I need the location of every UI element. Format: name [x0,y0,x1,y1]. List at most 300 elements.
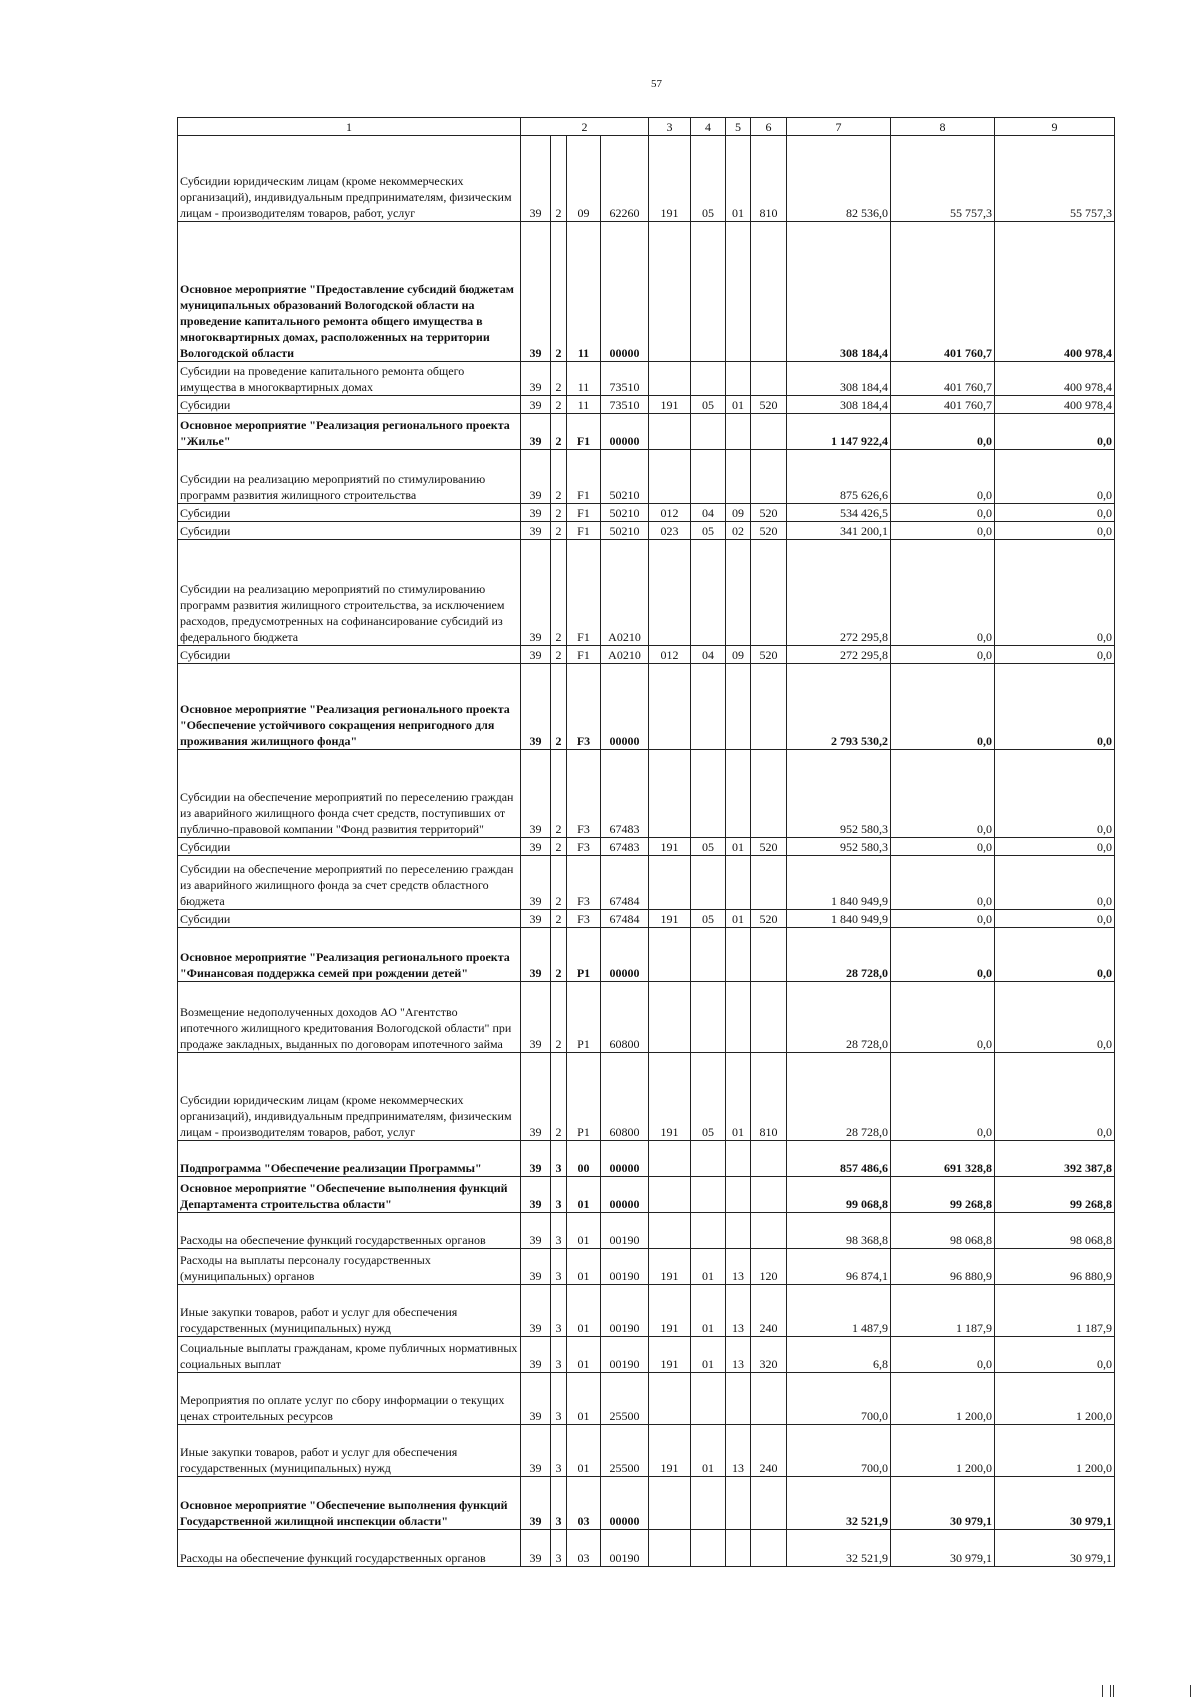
code-subprogram: 3 [551,1373,567,1425]
code-direction: 00190 [601,1249,649,1285]
table-row [178,1053,1115,1141]
code-event: P1 [567,982,601,1053]
row-name: Субсидии юридическим лицам (кроме некоммерческих организаций), индивидуальным предпринимателям, физическим лицам - производителям товаров, работ, услуг [178,1053,521,1141]
amount-col8: 0,0 [891,1053,995,1141]
amount-col8: 0,0 [891,522,995,540]
code-direction: 73510 [601,362,649,396]
code-event: 11 [567,396,601,414]
amount-col7: 96 874,1 [787,1249,891,1285]
table-row [178,1141,1115,1177]
table-row [178,1373,1115,1425]
code-direction: 00000 [601,1477,649,1530]
code-event: 01 [567,1213,601,1249]
row-name: Иные закупки товаров, работ и услуг для обеспечения государственных (муниципальных) нужд [178,1285,521,1337]
table-row [178,1249,1115,1285]
code-subsection [726,1141,751,1177]
amount-col9: 0,0 [995,856,1115,910]
amount-col9: 1 200,0 [995,1373,1115,1425]
code-section [691,1373,726,1425]
code-expense-type [751,540,787,646]
code-expense-type [751,362,787,396]
row-name: Субсидии на реализацию мероприятий по стимулированию программ развития жилищного строительства, за исключением расходов, предусмотренных на софинансирование субсидий из федерального бюджета [178,540,521,646]
code-expense-type [751,1530,787,1567]
row-name: Возмещение недополученных доходов АО "Агентство ипотечного жилищного кредитования Вологодской области" при продаже закладных, выданных по договорам ипотечного займа [178,982,521,1053]
code-grbs [649,1213,691,1249]
code-grbs: 191 [649,1053,691,1141]
code-subsection: 13 [726,1337,751,1373]
amount-col8: 0,0 [891,1337,995,1373]
amount-col7: 82 536,0 [787,136,891,222]
code-expense-type: 520 [751,396,787,414]
code-direction: 50210 [601,522,649,540]
code-section [691,1177,726,1213]
code-expense-type: 320 [751,1337,787,1373]
code-subprogram: 2 [551,540,567,646]
code-program: 39 [521,396,551,414]
row-name: Субсидии на обеспечение мероприятий по переселению граждан из аварийного жилищного фонда счет средств, поступивших от публично-правовой компании "Фонд развития территорий" [178,750,521,838]
code-event: F1 [567,450,601,504]
amount-col7: 308 184,4 [787,222,891,362]
code-direction: 00190 [601,1337,649,1373]
code-event: 01 [567,1373,601,1425]
amount-col7: 308 184,4 [787,396,891,414]
amount-col7: 99 068,8 [787,1177,891,1213]
code-program: 39 [521,450,551,504]
code-subsection: 09 [726,504,751,522]
code-expense-type [751,664,787,750]
row-name: Подпрограмма "Обеспечение реализации Программы" [178,1141,521,1177]
code-program: 39 [521,1425,551,1477]
code-section: 05 [691,136,726,222]
code-subsection [726,1373,751,1425]
code-expense-type [751,750,787,838]
code-event: 11 [567,222,601,362]
table-row [178,522,1115,540]
table-row [178,396,1115,414]
table-row [178,664,1115,750]
code-subprogram: 2 [551,450,567,504]
code-subprogram: 2 [551,750,567,838]
amount-col7: 32 521,9 [787,1477,891,1530]
code-subsection [726,450,751,504]
code-event: 03 [567,1477,601,1530]
code-section [691,362,726,396]
code-section: 01 [691,1285,726,1337]
amount-col9: 0,0 [995,414,1115,450]
code-subprogram: 2 [551,522,567,540]
header-cell-1: 1 [178,118,521,136]
row-name: Субсидии [178,522,521,540]
amount-col8: 96 880,9 [891,1249,995,1285]
code-program: 39 [521,1213,551,1249]
row-name: Основное мероприятие "Обеспечение выполнения функций Государственной жилищной инспекции области" [178,1477,521,1530]
code-section: 05 [691,522,726,540]
code-grbs: 191 [649,1425,691,1477]
header-cell-4: 4 [691,118,726,136]
code-event: F3 [567,750,601,838]
amount-col9: 55 757,3 [995,136,1115,222]
code-grbs [649,1177,691,1213]
code-subsection [726,928,751,982]
table-row [178,646,1115,664]
table-row [178,750,1115,838]
amount-col9: 30 979,1 [995,1530,1115,1567]
code-subsection [726,540,751,646]
code-section [691,664,726,750]
amount-col9: 1 200,0 [995,1425,1115,1477]
code-expense-type: 520 [751,838,787,856]
amount-col9: 0,0 [995,910,1115,928]
row-name: Субсидии [178,504,521,522]
amount-col7: 32 521,9 [787,1530,891,1567]
table-row [178,450,1115,504]
code-subsection: 01 [726,838,751,856]
row-name: Субсидии на реализацию мероприятий по стимулированию программ развития жилищного строительства [178,450,521,504]
code-program: 39 [521,522,551,540]
code-section: 05 [691,838,726,856]
header-cell-9: 9 [995,118,1115,136]
code-program: 39 [521,1337,551,1373]
code-subprogram: 3 [551,1213,567,1249]
table-row [178,910,1115,928]
code-expense-type [751,414,787,450]
code-section [691,750,726,838]
code-subsection: 09 [726,646,751,664]
amount-col9: 0,0 [995,504,1115,522]
code-grbs: 191 [649,1249,691,1285]
row-name: Субсидии юридическим лицам (кроме некоммерческих организаций), индивидуальным предпринимателям, физическим лицам - производителям товаров, работ, услуг [178,136,521,222]
code-direction: A0210 [601,540,649,646]
code-grbs [649,982,691,1053]
code-program: 39 [521,362,551,396]
code-program: 39 [521,1285,551,1337]
code-direction: 67484 [601,910,649,928]
code-event: F1 [567,646,601,664]
scan-marks [1100,1685,1200,1697]
code-direction: 00000 [601,664,649,750]
amount-col9: 0,0 [995,664,1115,750]
code-direction: 67483 [601,838,649,856]
code-subsection: 13 [726,1249,751,1285]
code-program: 39 [521,504,551,522]
code-section [691,222,726,362]
code-subprogram: 3 [551,1141,567,1177]
code-subsection [726,750,751,838]
code-program: 39 [521,982,551,1053]
code-expense-type: 240 [751,1285,787,1337]
amount-col8: 1 200,0 [891,1373,995,1425]
amount-col8: 0,0 [891,504,995,522]
amount-col7: 875 626,6 [787,450,891,504]
row-name: Мероприятия по оплате услуг по сбору информации о текущих ценах строительных ресурсов [178,1373,521,1425]
row-name: Социальные выплаты гражданам, кроме публичных нормативных социальных выплат [178,1337,521,1373]
amount-col7: 308 184,4 [787,362,891,396]
amount-col7: 1 147 922,4 [787,414,891,450]
code-section: 05 [691,1053,726,1141]
code-subprogram: 2 [551,910,567,928]
table-row [178,1285,1115,1337]
code-expense-type: 810 [751,136,787,222]
code-subsection: 01 [726,910,751,928]
code-program: 39 [521,910,551,928]
code-subsection: 01 [726,1053,751,1141]
code-direction: 00000 [601,928,649,982]
amount-col9: 0,0 [995,1337,1115,1373]
code-section [691,540,726,646]
code-grbs: 191 [649,1285,691,1337]
amount-col9: 400 978,4 [995,396,1115,414]
code-grbs [649,856,691,910]
code-direction: 50210 [601,504,649,522]
code-subsection [726,664,751,750]
amount-col8: 98 068,8 [891,1213,995,1249]
code-subprogram: 3 [551,1249,567,1285]
code-subsection [726,1213,751,1249]
amount-col8: 30 979,1 [891,1477,995,1530]
table-row [178,928,1115,982]
row-name: Основное мероприятие "Реализация регионального проекта "Финансовая поддержка семей при рождении детей" [178,928,521,982]
code-subprogram: 3 [551,1177,567,1213]
code-section: 01 [691,1425,726,1477]
code-expense-type: 120 [751,1249,787,1285]
code-subprogram: 3 [551,1337,567,1373]
code-grbs: 191 [649,1337,691,1373]
row-name: Субсидии на проведение капитального ремонта общего имущества в многоквартирных домах [178,362,521,396]
amount-col7: 28 728,0 [787,982,891,1053]
code-subprogram: 2 [551,856,567,910]
code-event: 11 [567,362,601,396]
header-cell-3: 3 [649,118,691,136]
code-expense-type [751,1213,787,1249]
code-direction: 25500 [601,1373,649,1425]
code-expense-type [751,450,787,504]
amount-col7: 341 200,1 [787,522,891,540]
table-row [178,1177,1115,1213]
code-event: P1 [567,1053,601,1141]
header-cell-5: 5 [726,118,751,136]
amount-col9: 30 979,1 [995,1477,1115,1530]
code-grbs: 012 [649,504,691,522]
row-name: Иные закупки товаров, работ и услуг для обеспечения государственных (муниципальных) нужд [178,1425,521,1477]
amount-col8: 0,0 [891,540,995,646]
code-subprogram: 2 [551,838,567,856]
code-event: 01 [567,1425,601,1477]
code-event: F3 [567,856,601,910]
table-row [178,982,1115,1053]
code-subprogram: 2 [551,504,567,522]
amount-col7: 700,0 [787,1425,891,1477]
code-program: 39 [521,646,551,664]
code-section: 04 [691,504,726,522]
code-expense-type [751,222,787,362]
code-direction: 50210 [601,450,649,504]
code-section: 05 [691,910,726,928]
code-grbs [649,750,691,838]
code-event: F3 [567,910,601,928]
table-row [178,1425,1115,1477]
amount-col7: 952 580,3 [787,750,891,838]
table-row [178,414,1115,450]
amount-col8: 401 760,7 [891,362,995,396]
code-expense-type [751,1141,787,1177]
code-expense-type: 520 [751,504,787,522]
amount-col8: 0,0 [891,982,995,1053]
code-section [691,1477,726,1530]
code-direction: 00000 [601,222,649,362]
code-expense-type: 810 [751,1053,787,1141]
row-name: Основное мероприятие "Предоставление субсидий бюджетам муниципальных образований Вологодской области на проведение капитального ремонта общего имущества в многоквартирных домах, расположенных на территории Вологодской области [178,222,521,362]
code-subprogram: 2 [551,1053,567,1141]
code-subsection [726,362,751,396]
amount-col8: 30 979,1 [891,1530,995,1567]
code-event: 09 [567,136,601,222]
code-section [691,982,726,1053]
table-row [178,1477,1115,1530]
code-event: 00 [567,1141,601,1177]
code-expense-type [751,1373,787,1425]
code-event: F3 [567,838,601,856]
amount-col9: 0,0 [995,928,1115,982]
table-row [178,1530,1115,1567]
code-expense-type [751,982,787,1053]
code-expense-type: 240 [751,1425,787,1477]
table-row [178,540,1115,646]
amount-col9: 400 978,4 [995,222,1115,362]
amount-col7: 1 487,9 [787,1285,891,1337]
code-program: 39 [521,222,551,362]
code-subsection [726,982,751,1053]
amount-col9: 96 880,9 [995,1249,1115,1285]
code-subsection [726,1177,751,1213]
amount-col7: 272 295,8 [787,540,891,646]
table-row [178,1337,1115,1373]
code-program: 39 [521,838,551,856]
row-name: Субсидии [178,910,521,928]
code-section [691,414,726,450]
table-row [178,504,1115,522]
code-subsection [726,1477,751,1530]
code-grbs [649,540,691,646]
row-name: Субсидии на обеспечение мероприятий по переселению граждан из аварийного жилищного фонда за счет средств областного бюджета [178,856,521,910]
code-program: 39 [521,1177,551,1213]
code-event: 01 [567,1177,601,1213]
amount-col7: 1 840 949,9 [787,910,891,928]
code-grbs [649,1141,691,1177]
row-name: Расходы на обеспечение функций государственных органов [178,1213,521,1249]
code-event: 01 [567,1337,601,1373]
code-grbs [649,1373,691,1425]
code-grbs [649,414,691,450]
code-direction: 25500 [601,1425,649,1477]
amount-col8: 1 200,0 [891,1425,995,1477]
code-section [691,1213,726,1249]
code-expense-type [751,1177,787,1213]
code-direction: 00000 [601,414,649,450]
amount-col7: 534 426,5 [787,504,891,522]
code-grbs: 191 [649,910,691,928]
code-grbs: 191 [649,838,691,856]
code-section [691,1141,726,1177]
amount-col8: 0,0 [891,646,995,664]
amount-col9: 400 978,4 [995,362,1115,396]
code-subprogram: 2 [551,362,567,396]
code-expense-type [751,856,787,910]
row-name: Субсидии [178,646,521,664]
code-subprogram: 2 [551,928,567,982]
code-expense-type: 520 [751,522,787,540]
amount-col9: 1 187,9 [995,1285,1115,1337]
header-cell-8: 8 [891,118,995,136]
amount-col9: 0,0 [995,522,1115,540]
code-expense-type: 520 [751,910,787,928]
amount-col9: 0,0 [995,1053,1115,1141]
amount-col9: 0,0 [995,450,1115,504]
code-grbs: 012 [649,646,691,664]
code-direction: 60800 [601,1053,649,1141]
code-direction: 73510 [601,396,649,414]
amount-col7: 857 486,6 [787,1141,891,1177]
amount-col8: 0,0 [891,838,995,856]
code-subprogram: 2 [551,222,567,362]
amount-col8: 0,0 [891,450,995,504]
code-direction: 67484 [601,856,649,910]
code-section: 05 [691,396,726,414]
code-event: F1 [567,504,601,522]
amount-col7: 6,8 [787,1337,891,1373]
amount-col7: 28 728,0 [787,1053,891,1141]
code-direction: 00190 [601,1530,649,1567]
table-row [178,222,1115,362]
code-program: 39 [521,928,551,982]
table-row [178,838,1115,856]
code-direction: 00190 [601,1285,649,1337]
code-event: P1 [567,928,601,982]
code-program: 39 [521,1530,551,1567]
row-name: Расходы на выплаты персоналу государственных (муниципальных) органов [178,1249,521,1285]
code-event: F1 [567,540,601,646]
code-program: 39 [521,1477,551,1530]
amount-col8: 401 760,7 [891,396,995,414]
amount-col8: 0,0 [891,910,995,928]
code-grbs [649,1530,691,1567]
code-event: F3 [567,664,601,750]
code-section: 01 [691,1249,726,1285]
code-subsection [726,1530,751,1567]
code-grbs: 023 [649,522,691,540]
code-subsection: 02 [726,522,751,540]
code-subprogram: 3 [551,1530,567,1567]
table-row [178,362,1115,396]
amount-col7: 2 793 530,2 [787,664,891,750]
amount-col8: 401 760,7 [891,222,995,362]
code-section [691,450,726,504]
code-grbs [649,362,691,396]
table-row [178,1213,1115,1249]
amount-col7: 272 295,8 [787,646,891,664]
page-number: 57 [651,78,662,90]
table-row [178,136,1115,222]
code-subsection [726,222,751,362]
row-name: Основное мероприятие "Реализация регионального проекта "Жилье" [178,414,521,450]
code-section: 04 [691,646,726,664]
code-event: 03 [567,1530,601,1567]
code-program: 39 [521,540,551,646]
row-name: Субсидии [178,396,521,414]
table-row [178,856,1115,910]
code-direction: 67483 [601,750,649,838]
code-program: 39 [521,664,551,750]
code-direction: 60800 [601,982,649,1053]
